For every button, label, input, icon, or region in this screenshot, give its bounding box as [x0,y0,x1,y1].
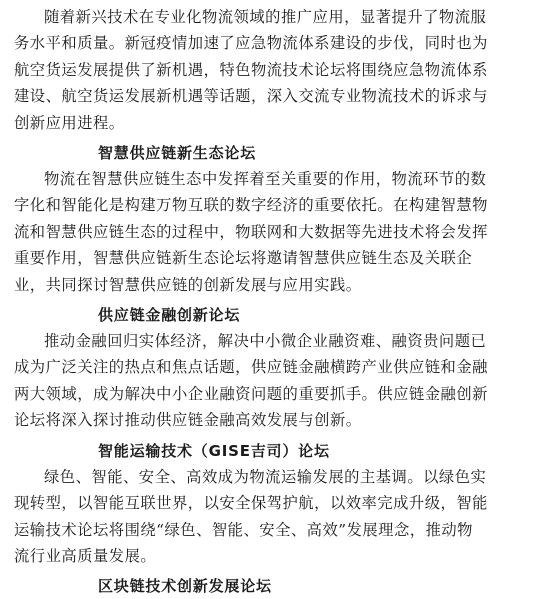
section-heading: 区块链技术创新发展论坛 [98,577,272,596]
intro-paragraph [14,4,519,136]
paragraph-line: 推动金融回归实体经济，解决中小微企业融资难、融资贵问题已 [44,332,487,351]
section-paragraph [14,328,519,434]
paragraph-line: 业，共同探讨智慧供应链的创新发展与应用实践。 [14,275,362,294]
paragraph-line: 建设、航空货运发展新机遇等话题，深入交流专业物流技术的诉求与 [14,87,488,106]
paragraph-line: 成为广泛关注的热点和焦点话题，供应链金融横跨产业供应链和金融 [14,358,488,377]
paragraph-line: 字化和智能化是构建万物互联的数字经济的重要依托。在构建智慧物 [14,196,488,215]
paragraph-line: 运输技术论坛将围绕“绿色、智能、安全、高效”发展理念，推动物 [14,520,473,539]
section-heading: 智能运输技术（GISE吉司）论坛 [98,441,330,460]
paragraph-line: 创新应用进程。 [14,113,125,132]
paragraph-line: 随着新兴技术在专业化物流领域的推广应用，显著提升了物流服 [44,8,487,26]
section-heading: 智慧供应链新生态论坛 [98,144,257,163]
paragraph-line: 重要作用，智慧供应链新生态论坛将邀请智慧供应链生态及关联企 [14,249,473,268]
paragraph-line: 流和智慧供应链生态的过程中，物联网和大数据等先进技术将会发挥 [14,222,488,241]
paragraph-line: 现转型，以智能互联世界，以安全保驾护航，以效率完成升级，智能 [14,494,488,513]
paragraph-line: 流行业高质量发展。 [14,546,157,565]
paragraph-line: 两大领域，成为解决中小企业融资问题的重要抓手。供应链金融创新 [14,384,488,403]
section-heading: 供应链金融创新论坛 [98,306,241,325]
paragraph-line: 绿色、智能、安全、高效成为物流运输发展的主基调。以绿色实 [44,467,487,486]
paragraph-line: 论坛将深入探讨推动供应链金融高效发展与创新。 [14,411,362,430]
paragraph-line: 航空货运发展提供了新机遇，特色物流技术论坛将围绕应急物流体系 [14,60,488,79]
paragraph-line: 务水平和质量。新冠疫情加速了应急物流体系建设的步伐，同时也为 [14,34,488,53]
section-paragraph [14,464,519,570]
paragraph-line: 物流在智慧供应链生态中发挥着至关重要的作用，物流环节的数 [44,170,487,189]
section-paragraph [14,166,519,298]
